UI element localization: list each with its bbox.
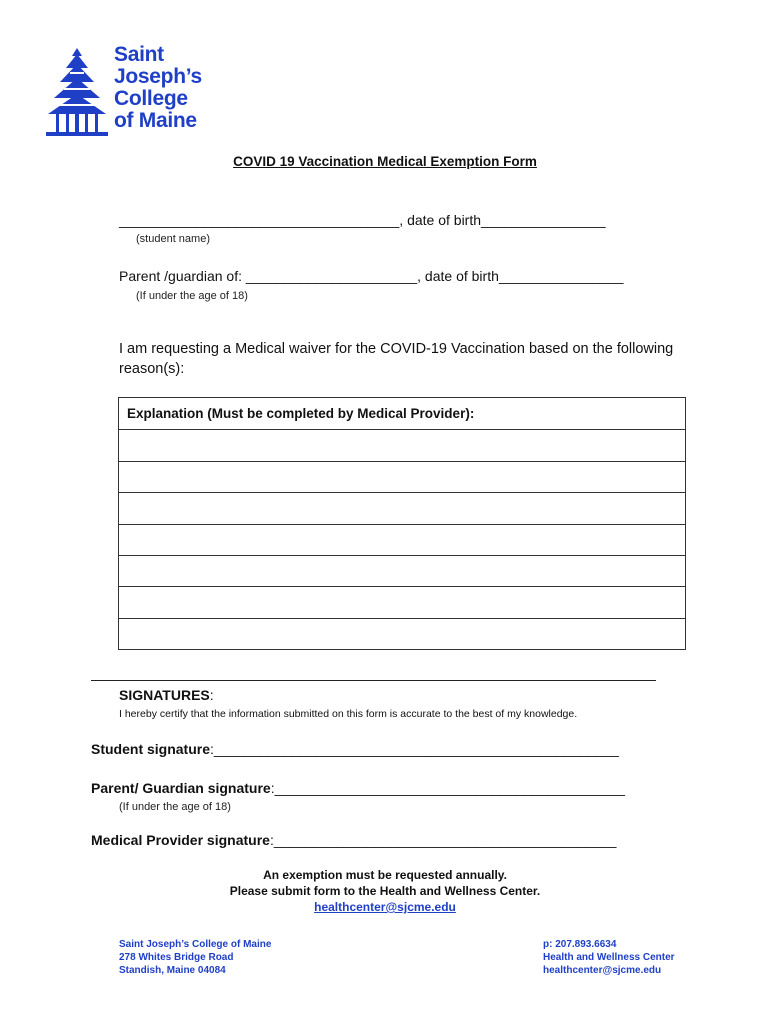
provider-signature-line[interactable]: :____________________________________________: [269, 832, 617, 848]
student-name-dob-field[interactable]: ____________________________________, date of birth________________: [119, 212, 606, 228]
explanation-row[interactable]: [119, 461, 685, 492]
request-paragraph: I am requesting a Medical waiver for the COVID-19 Vaccination based on the following reason(s):: [119, 341, 674, 377]
student-signature-field[interactable]: [91, 741, 619, 757]
address-street: 278 Whites Bridge Road: [119, 952, 234, 963]
pine-tree-icon: [46, 48, 108, 136]
address-name: Saint Joseph’s College of Maine: [119, 939, 272, 950]
logo-line-2: Joseph’s: [114, 65, 202, 88]
submit-form-note: Please submit form to the Health and Wellness Center.: [229, 884, 541, 898]
logo-line-1: Saint: [114, 43, 164, 66]
logo-line-4: of Maine: [114, 109, 197, 132]
student-name-note: (student name): [136, 233, 210, 245]
explanation-row[interactable]: [119, 618, 685, 649]
form-title: COVID 19 Vaccination Medical Exemption Form: [233, 154, 537, 169]
annual-request-note: An exemption must be requested annually.: [263, 868, 507, 882]
parent-guardian-dob-field[interactable]: Parent /guardian of: ______________________, date of birth________________: [119, 268, 624, 284]
address-city: Standish, Maine 04084: [119, 965, 226, 976]
logo-line-3: College: [114, 87, 188, 110]
explanation-header: Explanation (Must be completed by Medical Provider):: [127, 406, 475, 421]
contact-email-link[interactable]: healthcenter@sjcme.edu: [543, 965, 662, 976]
parent-signature-note: (If under the age of 18): [119, 801, 231, 813]
explanation-row[interactable]: [119, 555, 685, 586]
explanation-row[interactable]: [119, 524, 685, 555]
parent-age-note: (If under the age of 18): [136, 290, 248, 302]
explanation-table: [118, 397, 686, 650]
footer-email-link[interactable]: healthcenter@sjcme.edu: [314, 900, 456, 914]
student-signature-label: Student signature: [91, 741, 211, 757]
college-logo: [46, 44, 216, 136]
contact-info: [543, 938, 675, 977]
explanation-row[interactable]: [119, 586, 685, 617]
signatures-heading-colon: :: [209, 687, 214, 703]
parent-signature-label: Parent/ Guardian signature: [91, 780, 271, 796]
section-divider: [91, 680, 656, 681]
provider-signature-field[interactable]: [91, 832, 616, 848]
logo-wordmark: [114, 44, 202, 132]
signatures-heading-text: SIGNATURES: [119, 687, 210, 703]
signatures-heading: [119, 687, 214, 703]
student-signature-line[interactable]: :____________________________________________________: [210, 741, 619, 757]
provider-signature-label: Medical Provider signature: [91, 832, 270, 848]
certification-statement: I hereby certify that the information submitted on this form is accurate to the best of my knowledge.: [119, 708, 578, 720]
parent-signature-field[interactable]: [91, 780, 625, 796]
contact-dept: Health and Wellness Center: [543, 952, 675, 963]
explanation-row[interactable]: [119, 492, 685, 523]
contact-phone: p: 207.893.6634: [543, 939, 617, 950]
college-address: [119, 938, 271, 977]
explanation-row[interactable]: [119, 429, 685, 460]
parent-signature-line[interactable]: :_____________________________________________: [270, 780, 625, 796]
